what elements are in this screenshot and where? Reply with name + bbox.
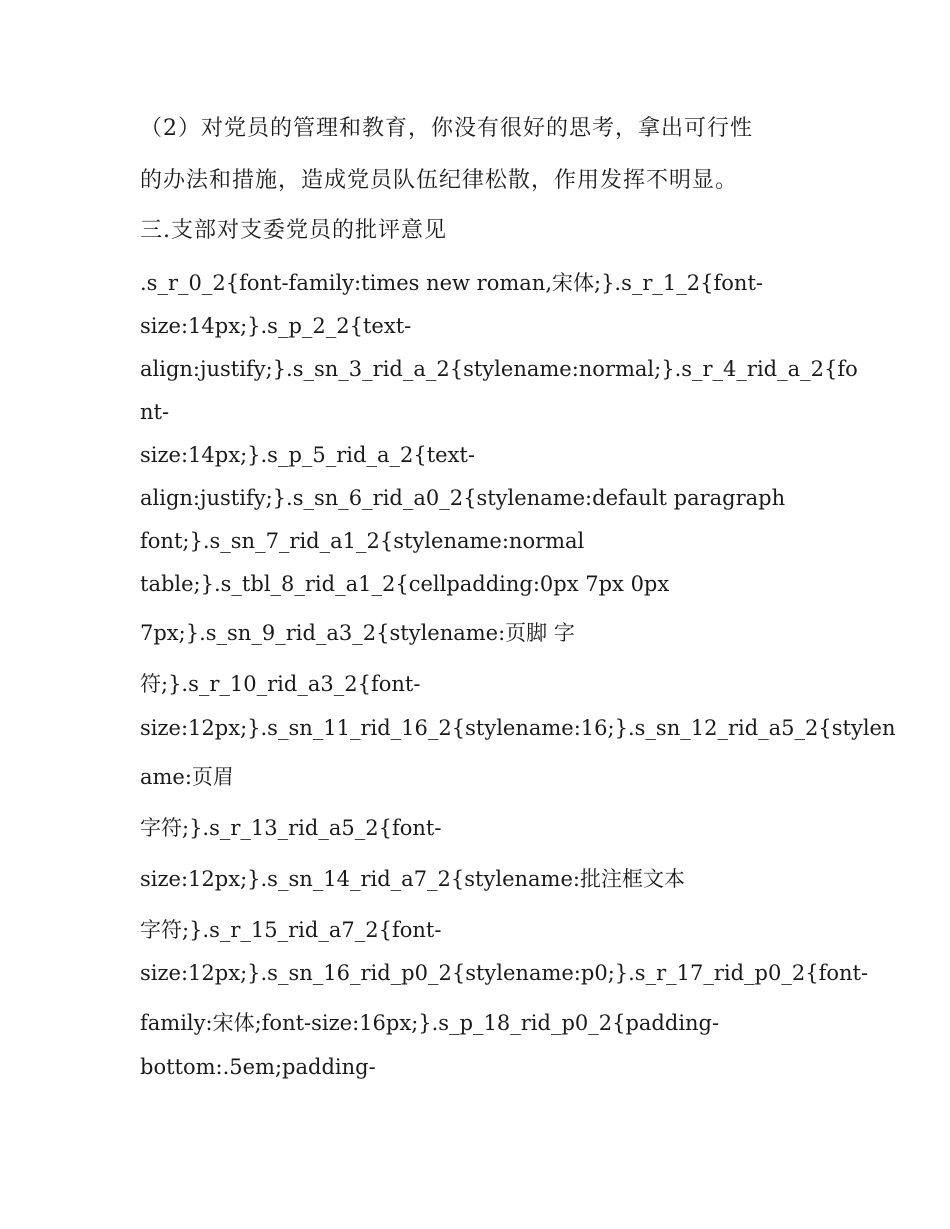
css-text-line-15: 字符;}.s_r_15_rid_a7_2{font-: [140, 918, 442, 942]
css-text-line-18: bottom:.5em;padding-: [140, 1055, 376, 1079]
css-text-line-5: size:14px;}.s_p_5_rid_a_2{text-: [140, 443, 475, 467]
css-text-line-1: .s_r_0_2{font-family:times new roman,宋体;}.s_r_1_2{font-: [140, 271, 763, 295]
paragraph-line-2: 的办法和措施，造成党员队伍纪律松散，作用发挥不明显。: [140, 168, 739, 193]
css-text-line-12: ame:页眉: [140, 765, 234, 789]
css-text-line-2: size:14px;}.s_p_2_2{text-: [140, 314, 412, 338]
css-text-line-6: align:justify;}.s_sn_6_rid_a0_2{stylename:default paragraph: [140, 486, 786, 510]
css-text-line-4: nt-: [140, 400, 170, 424]
section-heading: 三.支部对支委党员的批评意见: [140, 218, 447, 243]
css-text-line-9: 7px;}.s_sn_9_rid_a3_2{stylename:页脚 字: [140, 621, 575, 645]
css-text-line-3: align:justify;}.s_sn_3_rid_a_2{stylename:normal;}.s_r_4_rid_a_2{fo: [140, 357, 858, 381]
css-text-line-13: 字符;}.s_r_13_rid_a5_2{font-: [140, 816, 442, 840]
css-text-line-16: size:12px;}.s_sn_16_rid_p0_2{stylename:p0;}.s_r_17_rid_p0_2{font-: [140, 961, 869, 985]
css-text-line-10: 符;}.s_r_10_rid_a3_2{font-: [140, 672, 421, 696]
css-text-line-14: size:12px;}.s_sn_14_rid_a7_2{stylename:批注框文本: [140, 867, 685, 891]
css-text-line-11: size:12px;}.s_sn_11_rid_16_2{stylename:16;}.s_sn_12_rid_a5_2{stylen: [140, 716, 896, 740]
css-text-line-7: font;}.s_sn_7_rid_a1_2{stylename:normal: [140, 529, 585, 553]
paragraph-line-1: （2）对党员的管理和教育，你没有很好的思考，拿出可行性: [140, 116, 753, 141]
css-text-line-17: family:宋体;font-size:16px;}.s_p_18_rid_p0_2{padding-: [140, 1011, 720, 1035]
css-text-line-8: table;}.s_tbl_8_rid_a1_2{cellpadding:0px 7px 0px: [140, 572, 670, 596]
